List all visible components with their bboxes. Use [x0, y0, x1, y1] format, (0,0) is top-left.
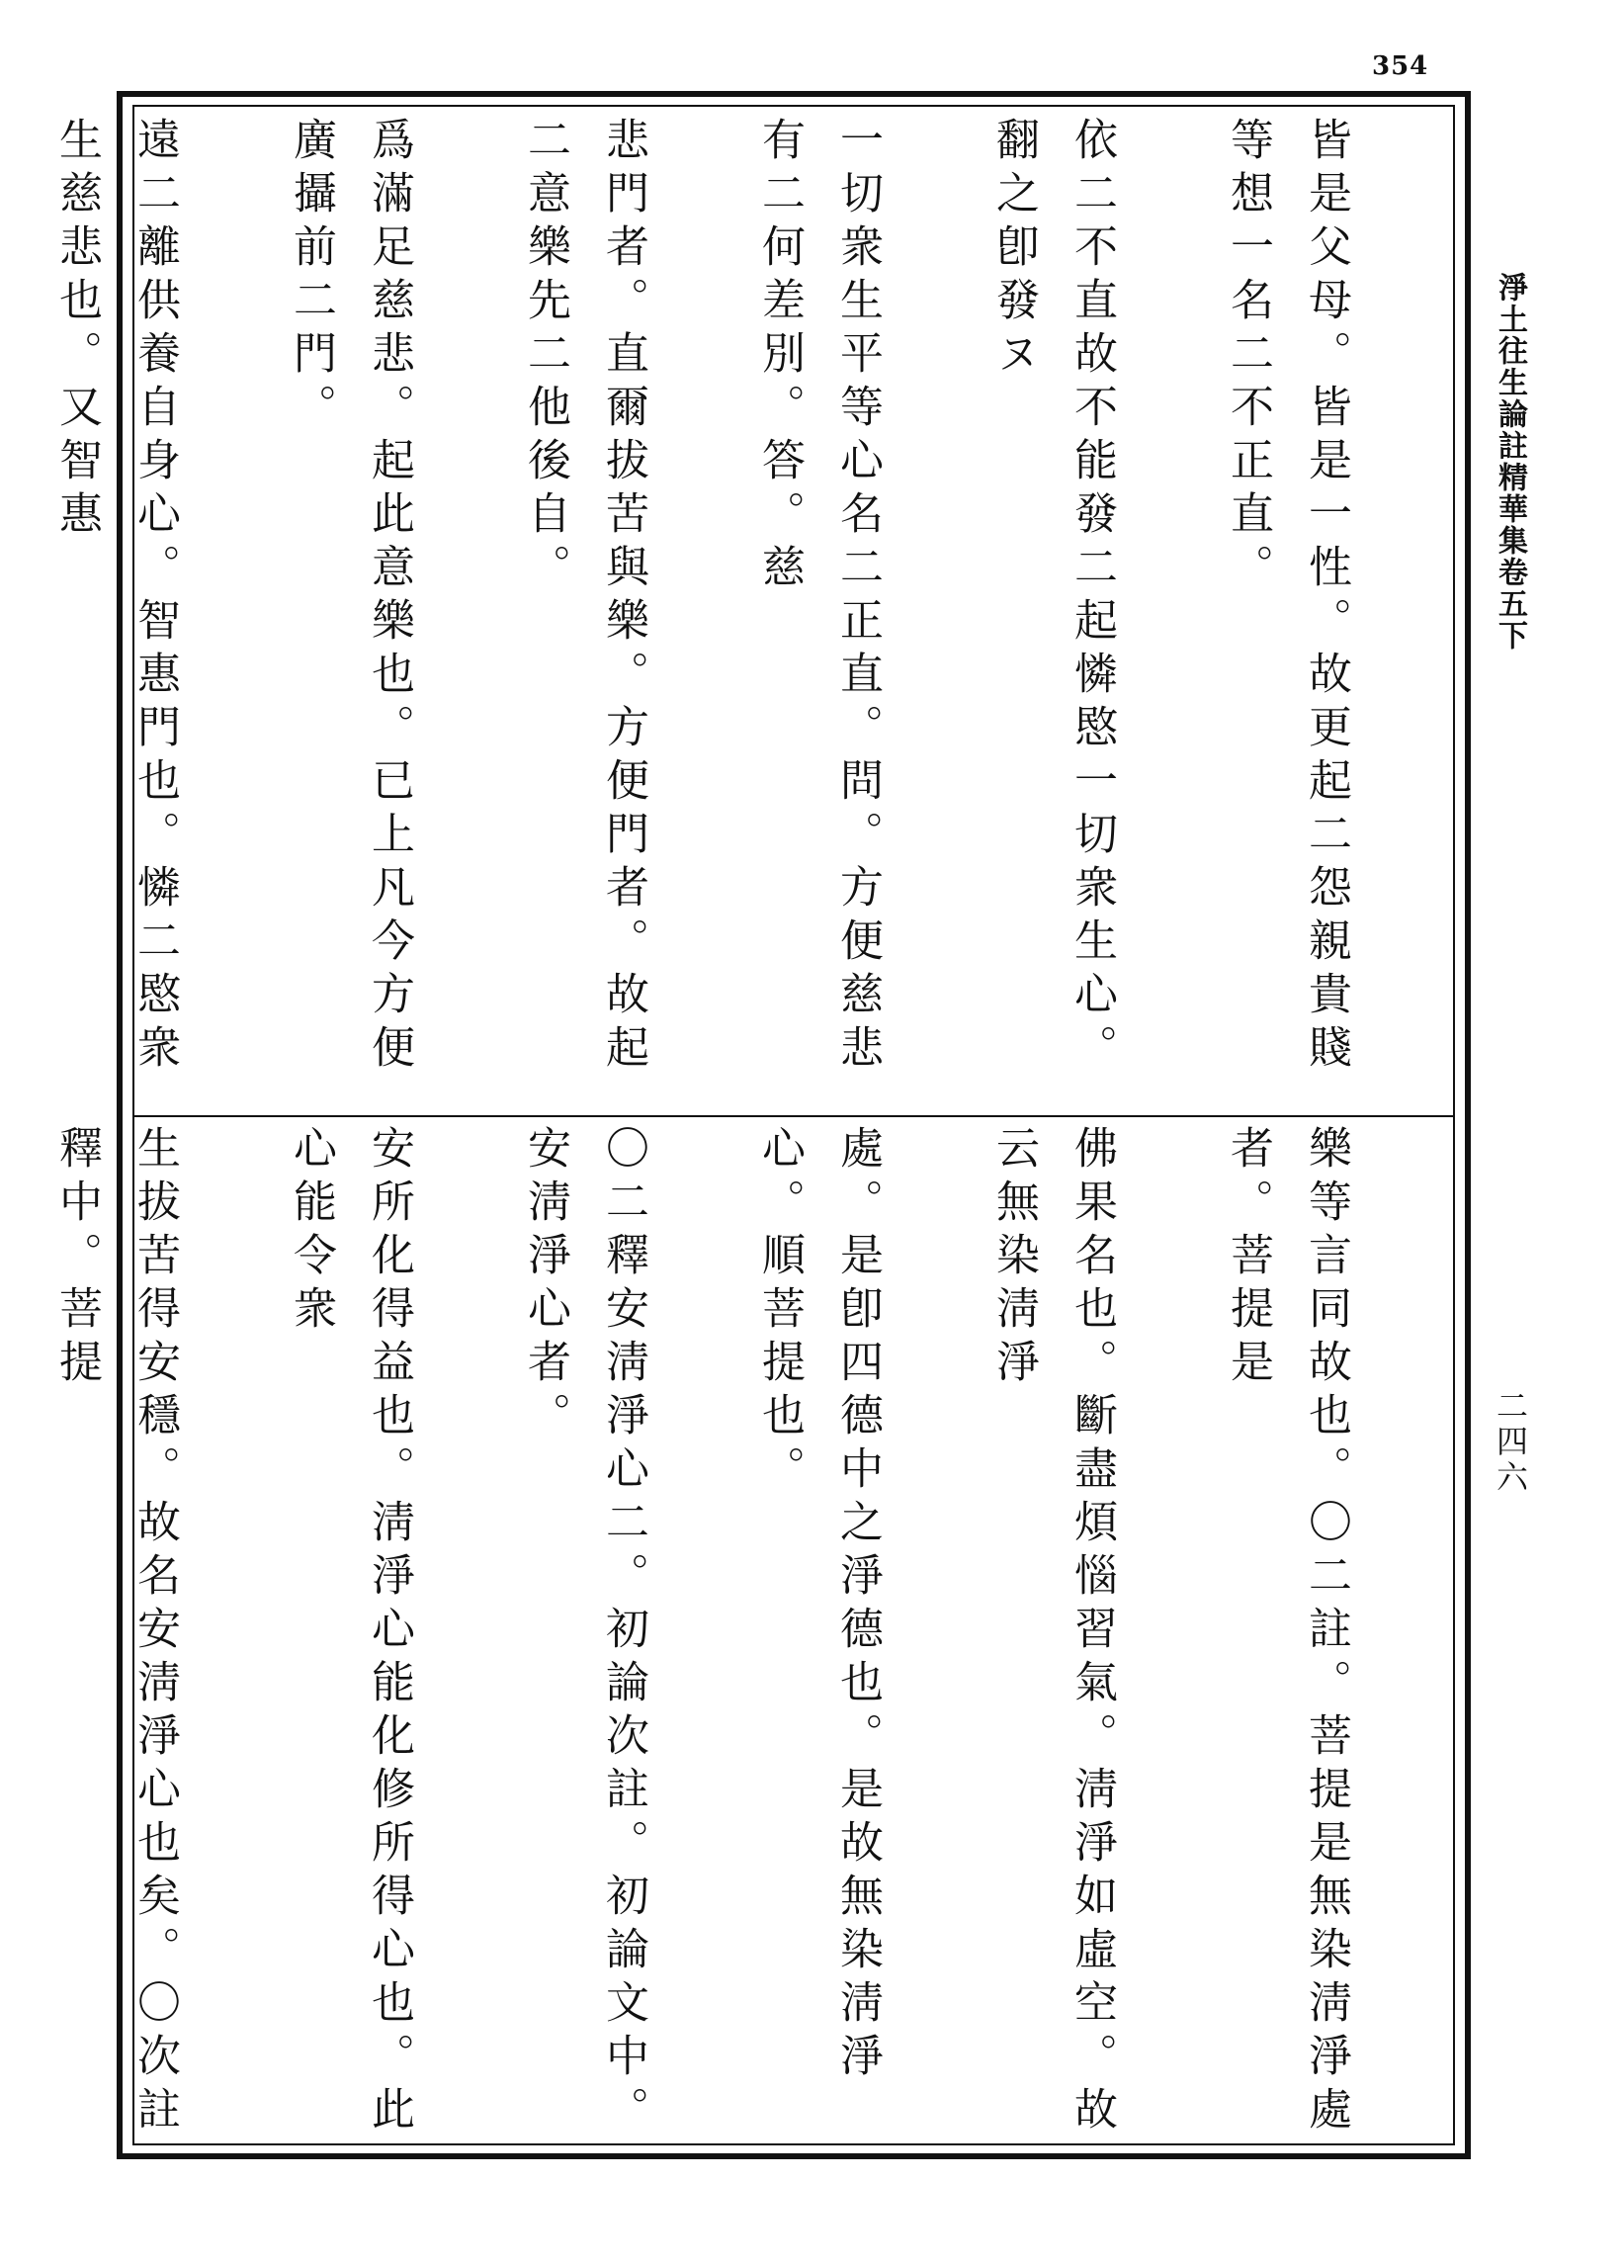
text-column: 佛果名也。斷盡煩惱習氣。淸淨如虛空。故云無染淸淨 — [988, 1125, 1117, 2139]
text-column: 〇二釋安淸淨心二。初論次註。初論文中。安淸淨心者。 — [520, 1125, 648, 2139]
text-column: 爲滿足慈悲。起此意樂也。已上凡今方便廣攝前二門。 — [286, 117, 414, 1078]
section-divider — [132, 1115, 1455, 1117]
text-column: 安所化得益也。淸淨心能化修所得心也。此心能令衆 — [286, 1125, 414, 2139]
text-column: 生拔苦得安穩。故名安淸淨心也矣。〇次註釋中。菩提 — [51, 1125, 180, 2139]
running-head: 淨土往生論註精華集卷五下 — [1493, 272, 1527, 652]
text-column: 依二不直故不能發二起憐愍一切衆生心。翻之卽發ヌ — [988, 117, 1117, 1078]
page-number: 354 — [1372, 51, 1429, 81]
text-column: 處。是卽四德中之淨德也。是故無染淸淨心。順菩提也。 — [754, 1125, 883, 2086]
text-column: 遠二離供養自身心。智惠門也。憐二愍衆生慈悲也。又智惠 — [51, 117, 180, 1078]
text-column: 一切衆生平等心名二正直。問。方便慈悲有二何差別。答。慈 — [754, 117, 883, 1078]
text-column: 樂等言同故也。〇二註。菩提是無染淸淨處者。菩提是 — [1223, 1125, 1351, 2139]
top-text-block — [51, 117, 1443, 1105]
bottom-text-block — [51, 1125, 1443, 2143]
text-column: 悲門者。直爾拔苦與樂。方便門者。故起二意樂先二他後自。 — [520, 117, 648, 1078]
text-column: 皆是父母。皆是一性。故更起二怨親貴賤等想一名二不正直。 — [1223, 117, 1351, 1078]
folio-number: 二四六 — [1492, 1389, 1529, 1496]
